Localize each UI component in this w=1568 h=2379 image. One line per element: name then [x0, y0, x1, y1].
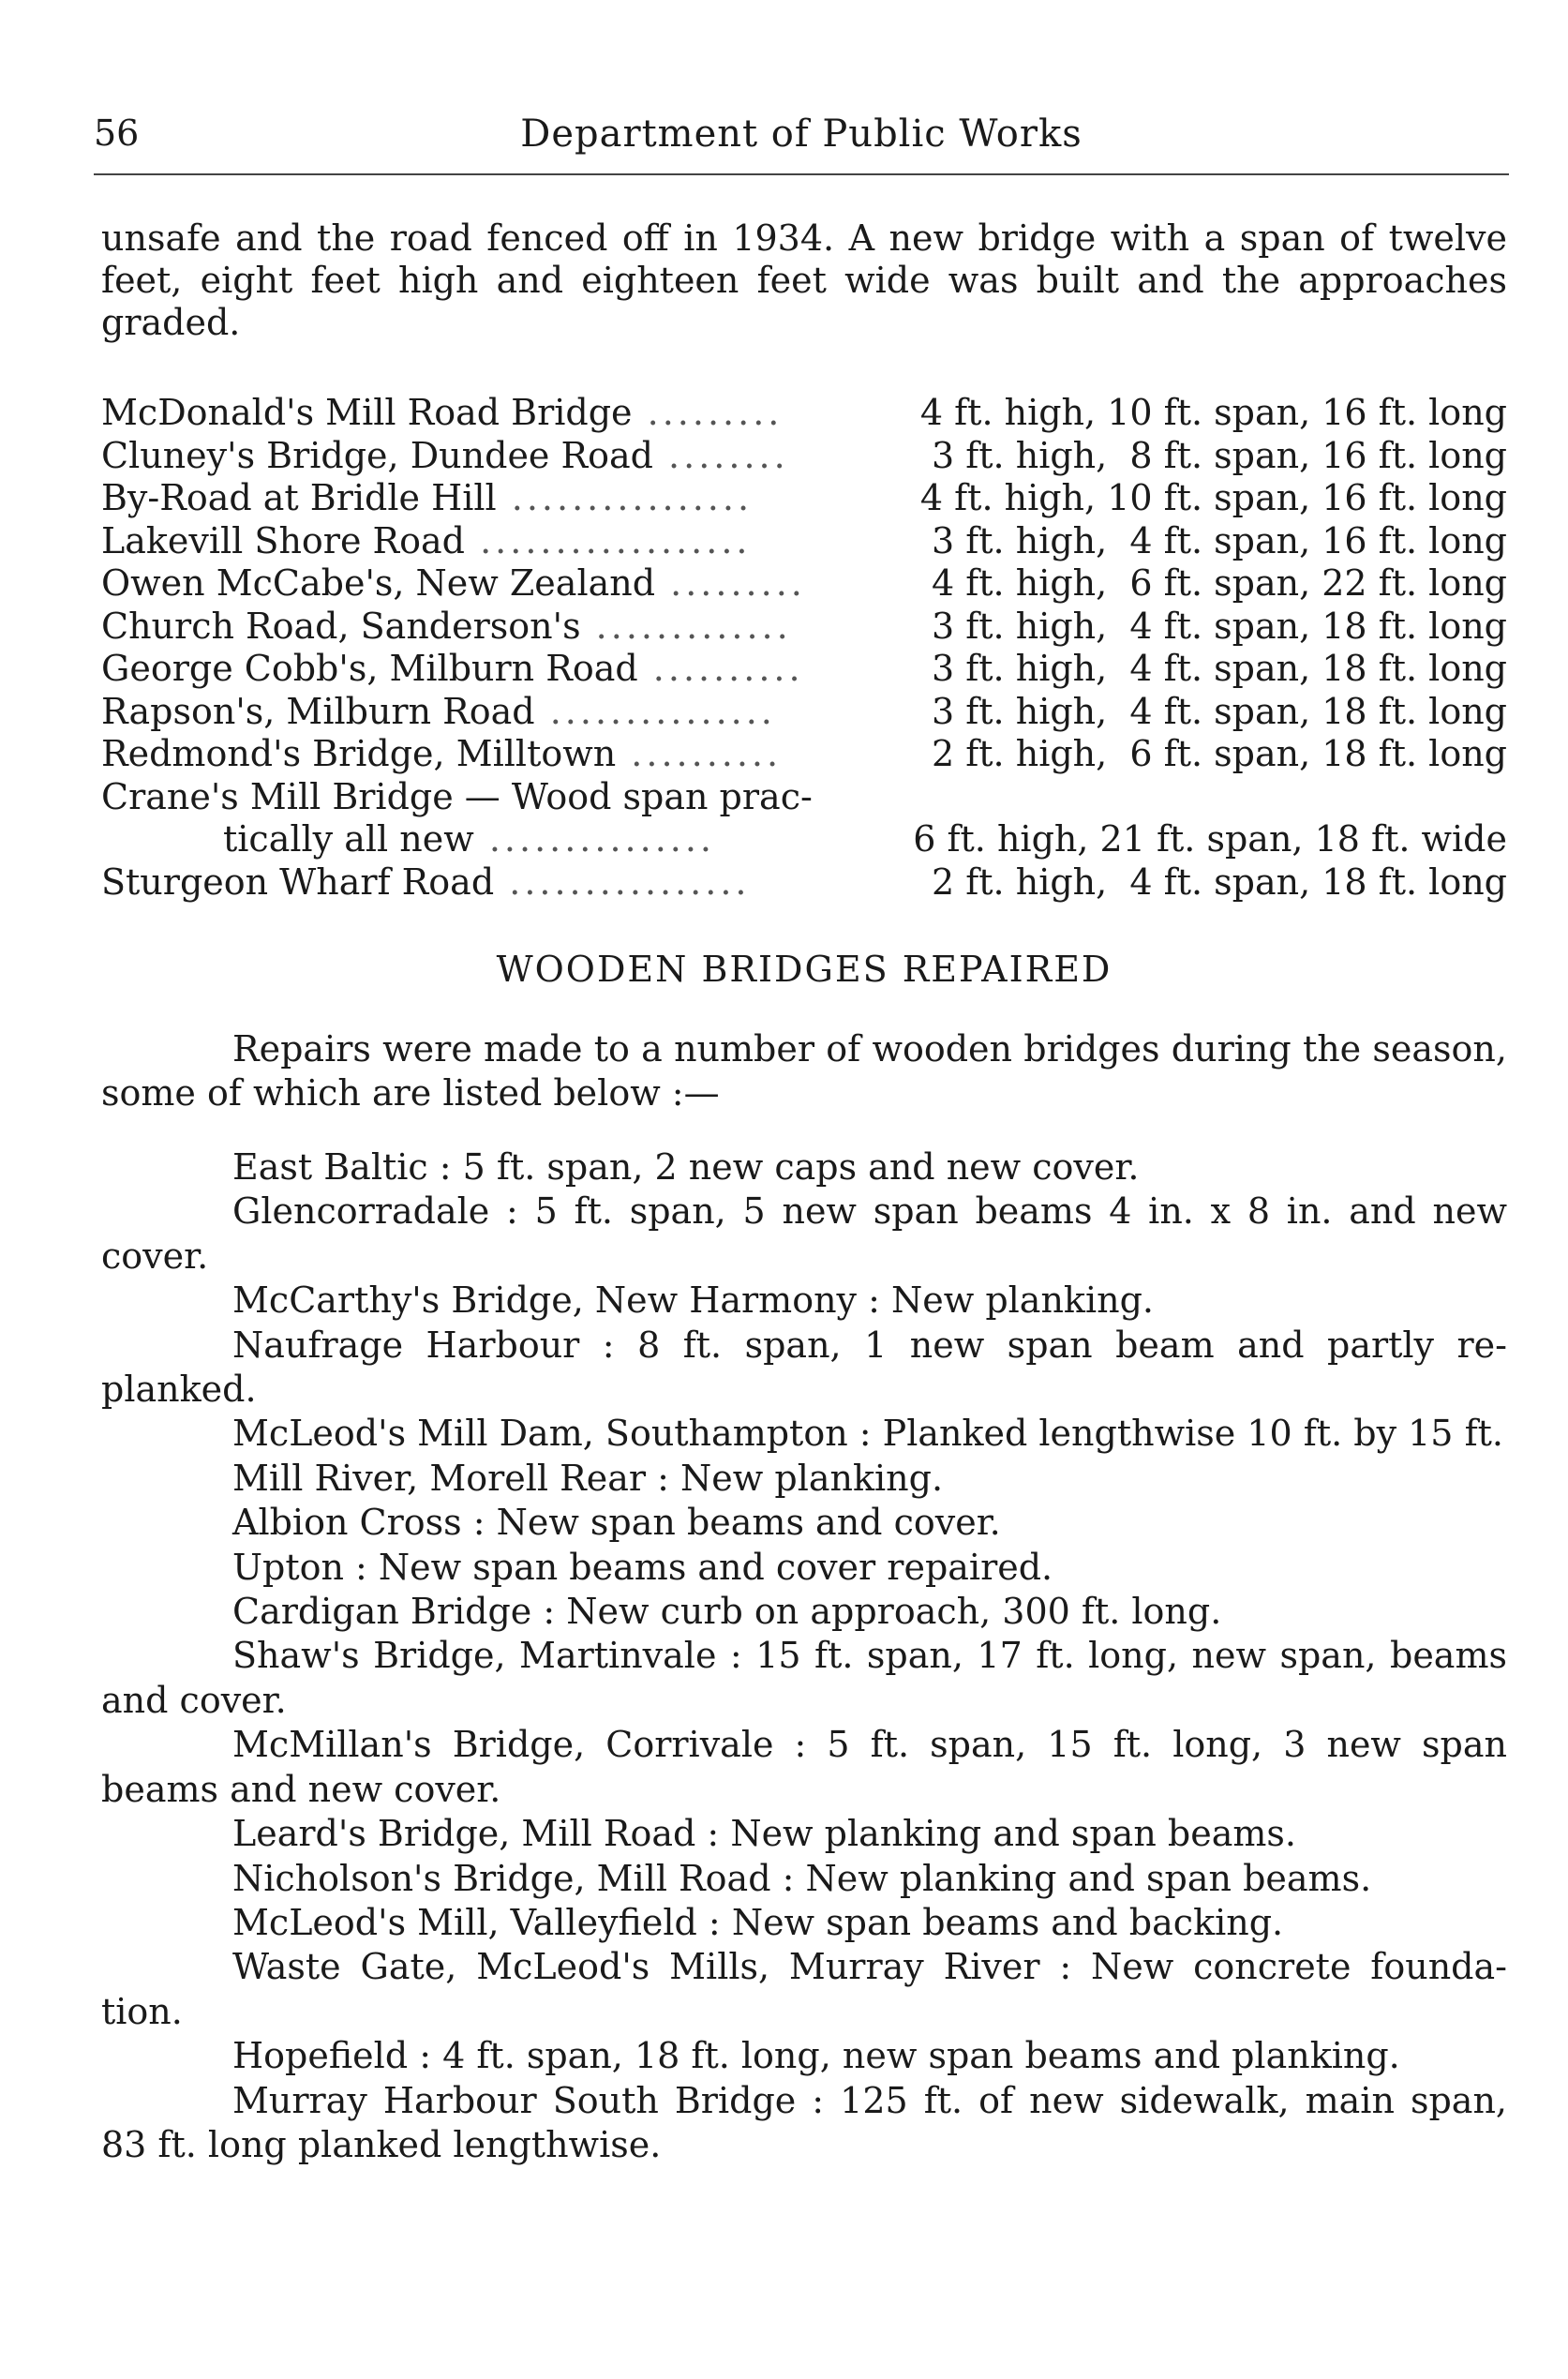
bridge-name: [101, 477, 753, 519]
bridge-name: [101, 562, 806, 605]
bridge-dimensions: 2 ft. high, 4 ft. span, 18 ft. long: [931, 860, 1507, 903]
bridge-row: [101, 776, 1507, 819]
repair-item: McCarthy's Bridge, New Harmony : New planking.: [232, 1279, 1154, 1322]
bridge-dimensions: 4 ft. high, 6 ft. span, 22 ft. long: [931, 562, 1507, 604]
bridge-list: [101, 392, 1507, 904]
bridge-dimensions: 6 ft. high, 21 ft. span, 18 ft. wide: [913, 818, 1507, 860]
dot-leader: .............: [580, 605, 792, 647]
repair-item: Shaw's Bridge, Martinvale : 15 ft. span, 17 ft. long, new span, beams and cover.: [101, 1635, 1507, 1721]
dot-leader: .........: [632, 392, 784, 433]
dot-leader: ................: [496, 477, 754, 518]
dot-leader: ...............: [534, 690, 776, 732]
bridge-name: [101, 733, 782, 775]
repair-item: East Baltic : 5 ft. span, 2 new caps and new cover.: [232, 1146, 1140, 1188]
bridge-name-text: Rapson's, Milburn Road: [101, 690, 535, 732]
header-rule: [94, 173, 1509, 175]
repair-item: Upton : New span beams and cover repaired.: [232, 1546, 1053, 1588]
bridge-name-text: Church Road, Sanderson's: [101, 605, 581, 647]
bridge-row: [101, 648, 1507, 691]
repairs-intro-paragraph: Repairs were made to a number of wooden bridges during the season, some of which are listed below :—: [101, 1028, 1507, 1114]
dot-leader: ........: [652, 434, 789, 476]
repair-item: Waste Gate, McLeod's Mills, Murray River : New concrete founda-tion.: [101, 1946, 1507, 2032]
bridge-name: [101, 606, 792, 648]
bridge-name: [101, 435, 789, 477]
running-title: Department of Public Works: [520, 112, 1083, 156]
bridge-name: [101, 861, 751, 904]
repair-item: Naufrage Harbour : 8 ft. span, 1 new span beam and partly re-planked.: [101, 1324, 1507, 1411]
repair-item: Leard's Bridge, Mill Road : New planking and span beams.: [232, 1813, 1296, 1855]
bridge-dimensions: 2 ft. high, 6 ft. span, 18 ft. long: [931, 733, 1507, 774]
bridge-name-text: George Cobb's, Milburn Road: [101, 648, 638, 689]
bridge-name-text: By-Road at Bridle Hill: [101, 477, 497, 518]
bridge-name: [101, 776, 813, 818]
bridge-row: [101, 392, 1507, 435]
repair-item: Albion Cross : New span beams and cover.: [232, 1502, 1001, 1544]
dot-leader: ...............: [473, 818, 716, 860]
repairs-list: [101, 1145, 1507, 2167]
bridge-row: [101, 691, 1507, 734]
bridge-name-text: Sturgeon Wharf Road: [101, 860, 495, 903]
bridge-name: [101, 691, 776, 733]
repair-item: Hopefield : 4 ft. span, 18 ft. long, new span beams and planking.: [232, 2035, 1400, 2077]
repair-item: McLeod's Mill Dam, Southampton : Planked lengthwise 10 ft. by 15 ft.: [232, 1413, 1503, 1455]
bridge-dimensions: 3 ft. high, 4 ft. span, 18 ft. long: [931, 690, 1507, 732]
bridge-dimensions: 3 ft. high, 4 ft. span, 18 ft. long: [931, 605, 1507, 647]
bridge-dimensions: 3 ft. high, 4 ft. span, 18 ft. long: [931, 648, 1507, 689]
repair-item: McLeod's Mill, Valleyfield : New span beams and backing.: [232, 1901, 1284, 1943]
bridge-dimensions: 3 ft. high, 4 ft. span, 16 ft. long: [931, 519, 1507, 561]
bridge-row: [101, 435, 1507, 478]
bridge-row: [101, 861, 1507, 905]
repair-item: Nicholson's Bridge, Mill Road : New planking and span beams.: [232, 1857, 1372, 1899]
bridge-name-text: McDonald's Mill Road Bridge: [101, 392, 633, 433]
bridge-name-text: tically all new: [223, 818, 474, 860]
dot-leader: ..........: [616, 733, 783, 774]
page-number: 56: [94, 112, 140, 154]
bridge-name-text: Lakevill Shore Road: [101, 519, 465, 561]
page-header: [94, 112, 1509, 169]
bridge-dimensions: 4 ft. high, 10 ft. span, 16 ft. long: [919, 477, 1507, 518]
bridge-name: [223, 818, 715, 860]
bridge-name-text: Redmond's Bridge, Milltown: [101, 733, 617, 774]
bridge-name: [101, 520, 752, 562]
dot-leader: ..................: [465, 519, 752, 561]
dot-leader: ..........: [637, 648, 804, 689]
bridge-dimensions: 3 ft. high, 8 ft. span, 16 ft. long: [931, 434, 1507, 476]
bridge-name: [101, 648, 804, 690]
intro-paragraph: unsafe and the road fenced off in 1934. A new bridge with a span of twelve feet, eight feet high and eighteen feet wide was built and the approaches graded.: [101, 217, 1507, 343]
bridge-name: [101, 392, 783, 434]
bridge-dimensions: 4 ft. high, 10 ft. span, 16 ft. long: [919, 392, 1507, 433]
bridge-row: [101, 818, 1507, 861]
bridge-row: [101, 477, 1507, 520]
bridge-row: [101, 606, 1507, 649]
bridge-name-text: Crane's Mill Bridge — Wood span prac-: [101, 775, 813, 817]
repair-item: Cardigan Bridge : New curb on approach, 300 ft. long.: [232, 1591, 1222, 1633]
bridge-row: [101, 520, 1507, 563]
repair-item: Glencorradale : 5 ft. span, 5 new span beams 4 in. x 8 in. and new cover.: [101, 1190, 1507, 1277]
repair-item: Mill River, Morell Rear : New planking.: [232, 1457, 944, 1499]
bridge-row: [101, 733, 1507, 776]
bridge-row: [101, 562, 1507, 606]
repair-item: McMillan's Bridge, Corrivale : 5 ft. span, 15 ft. long, 3 new span beams and new cover.: [101, 1724, 1507, 1810]
section-heading: WOODEN BRIDGES REPAIRED: [496, 949, 1113, 990]
dot-leader: .........: [655, 562, 806, 604]
repair-item: Murray Harbour South Bridge : 125 ft. of new sidewalk, main span, 83 ft. long planked lengthwise.: [101, 2079, 1507, 2165]
bridge-name-text: Cluney's Bridge, Dundee Road: [101, 434, 653, 476]
bridge-name-text: Owen McCabe's, New Zealand: [101, 562, 656, 604]
dot-leader: ................: [494, 860, 751, 903]
